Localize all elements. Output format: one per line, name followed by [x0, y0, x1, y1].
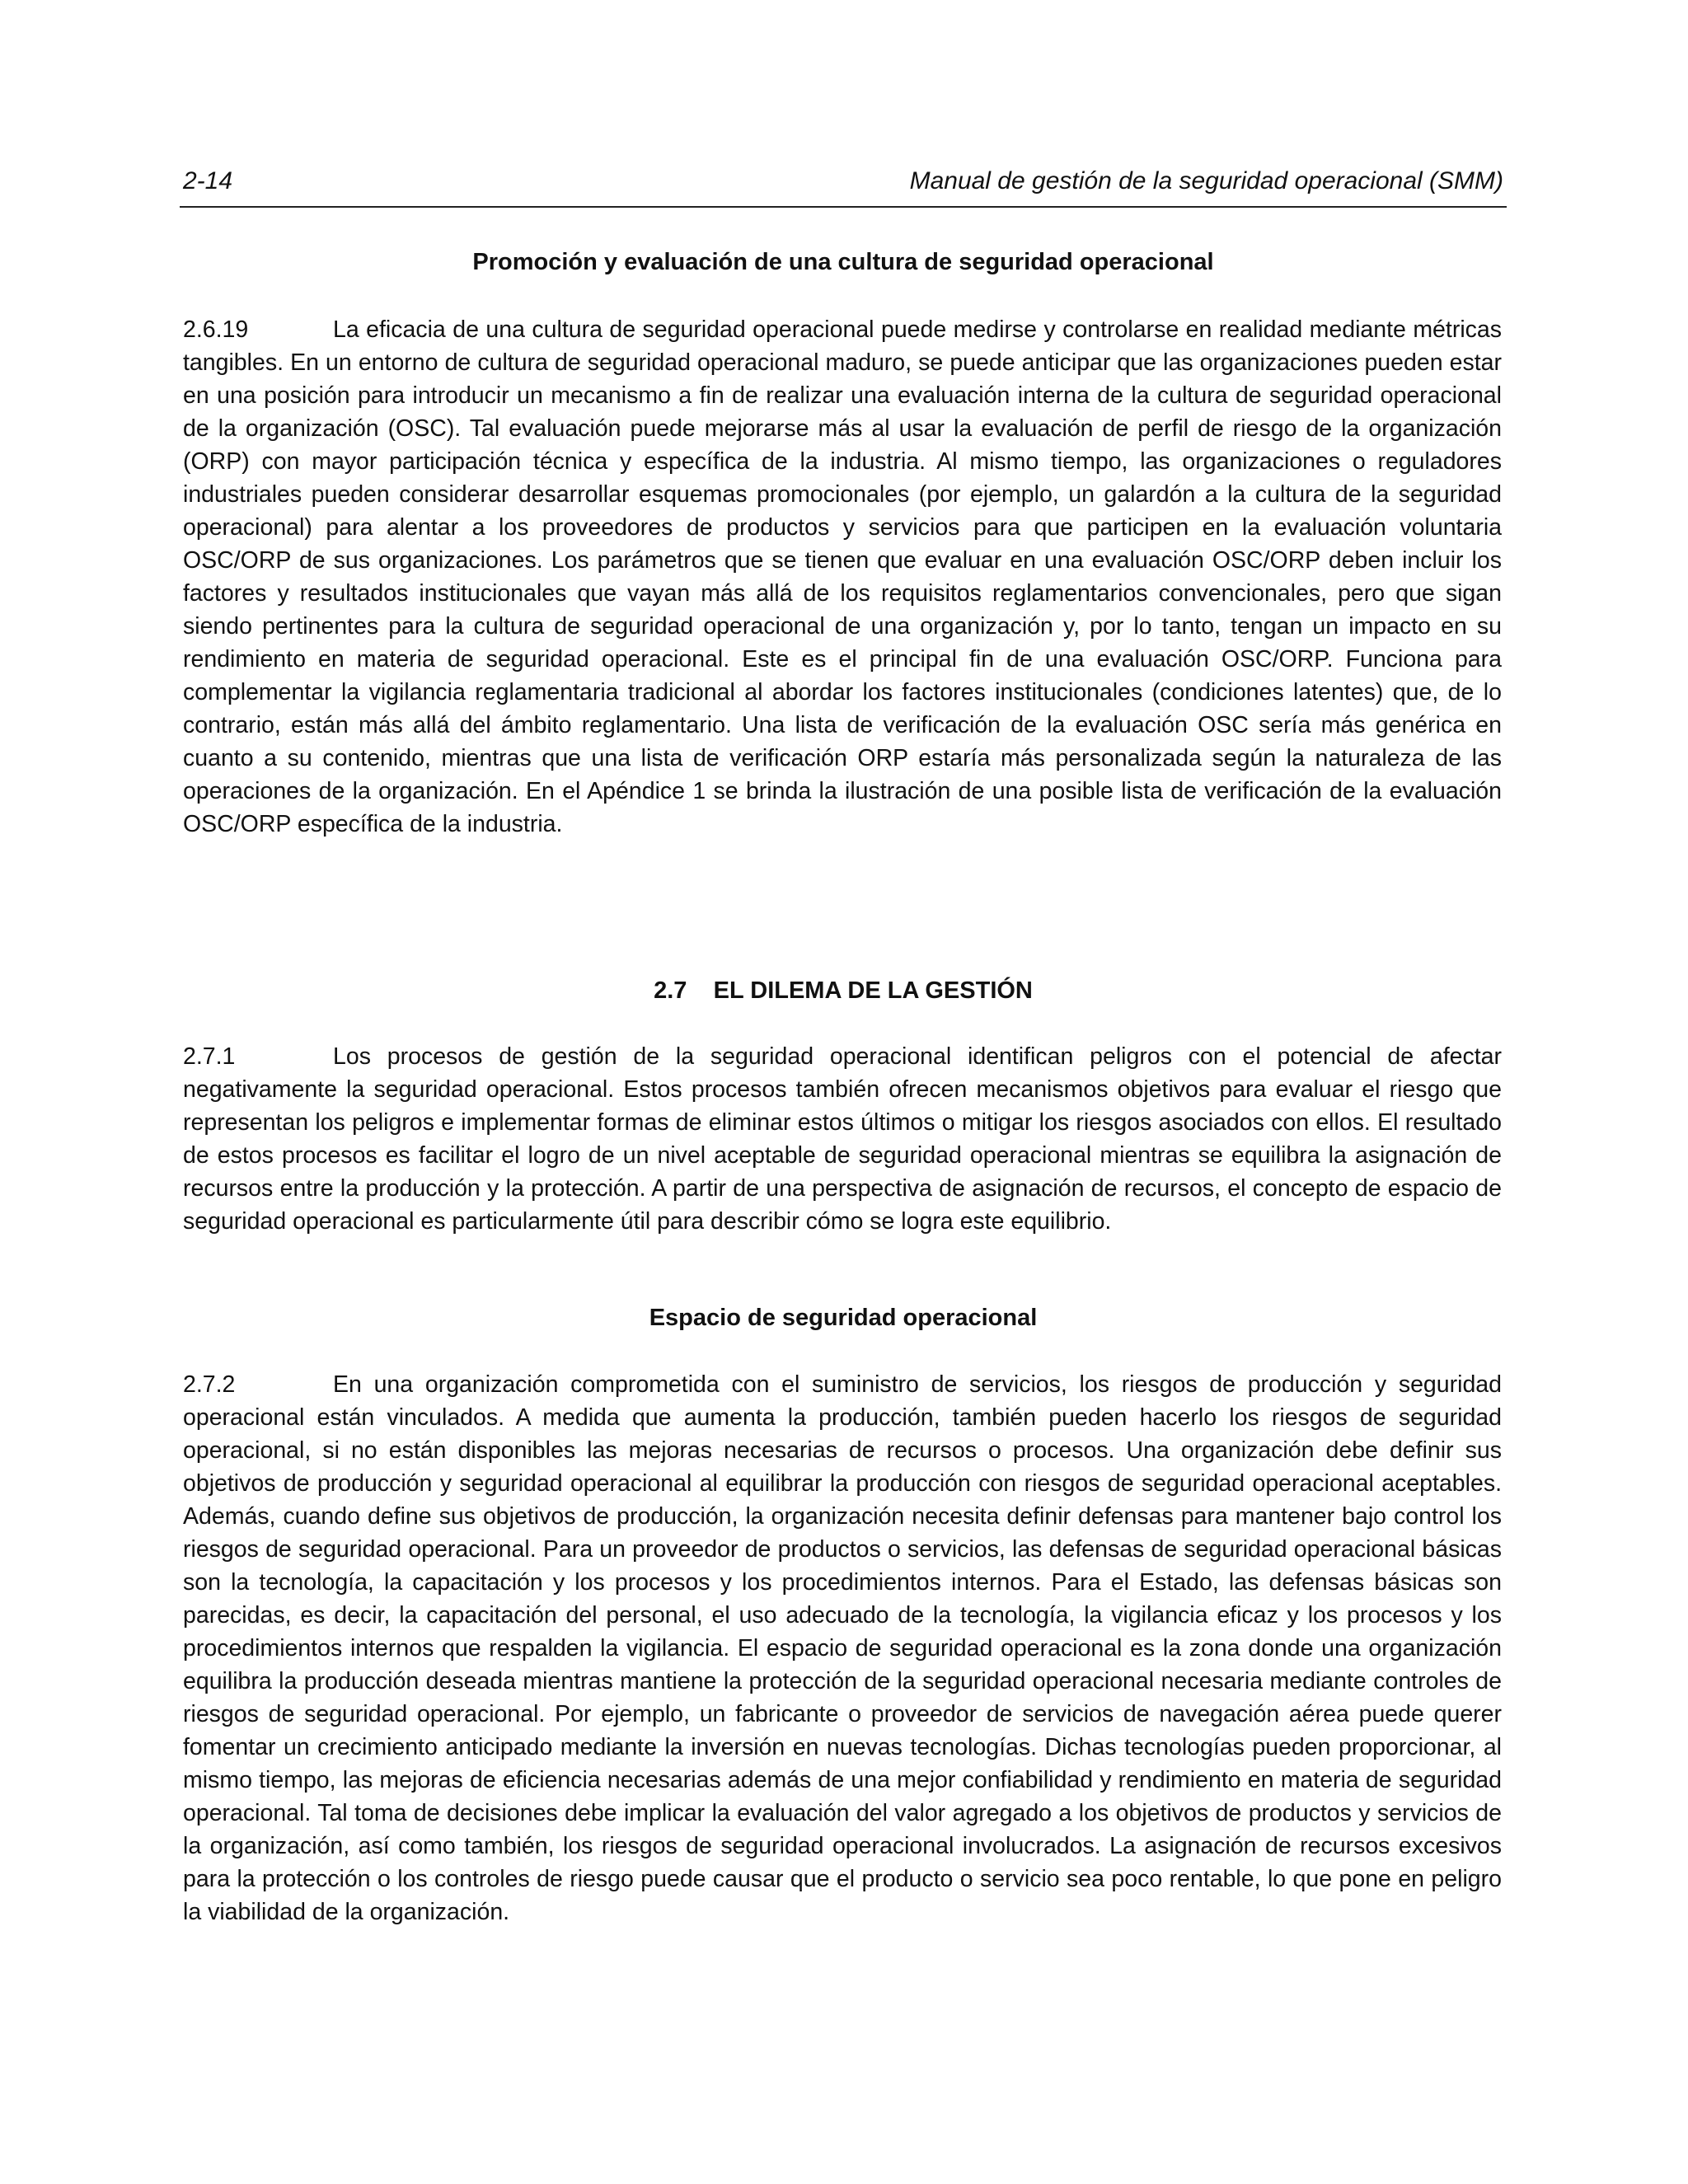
section-heading-safety-space — [180, 1305, 1507, 1332]
paragraph-2-6-19 — [183, 313, 1502, 841]
paragraph-2-7-1 — [183, 1040, 1502, 1238]
heading-text: EL DILEMA DE LA GESTIÓN — [713, 977, 1033, 1004]
paragraph-number: 2.7.1 — [183, 1043, 236, 1070]
paragraph-2-7-2 — [183, 1368, 1502, 1929]
paragraph-text: En una organización comprometida con el suministro de servicios, los riesgos de producción y seguridad operacional están vinculados. A medida que aumenta la producción, también pueden hacerlo los riesgos de seguridad operacional, si no están disponibles las mejoras necesarias de recursos o procesos. Una organización debe definir sus objetivos de producción y seguridad operacional al equilibrar la producción con riesgos de seguridad operacional aceptables. Además, cuando define sus objetivos de producción, la organización necesita definir defensas para mantener bajo control los riesgos de seguridad operacional. Para un proveedor de productos o servicios, las defensas de seguridad operacional básicas son la tecnología, la capacitación y los procesos y los procedimientos internos. Para el Estado, las defensas básicas son parecidas, es decir, la capacitación del personal, el uso adecuado de la tecnología, la vigilancia eficaz y los procesos y los procedimientos internos que respalden la vigilancia. El espacio de seguridad operacional es la zona donde una organización equilibra la producción deseada mientras mantiene la protección de la seguridad operacional necesaria mediante controles de riesgos de seguridad operacional. Por ejemplo, un fabricante o proveedor de servicios de navegación aérea puede querer fomentar un crecimiento anticipado mediante la inversión en nuevas tecnologías. Dichas tecnologías pueden proporcionar, al mismo tiempo, las mejoras de eficiencia necesarias además de una mejor confiabilidad y rendimiento en materia de seguridad operacional. Tal toma de decisiones debe implicar la evaluación del valor agregado a los objetivos de productos y servicios de la organización, así como también, los riesgos de seguridad operacional involucrados. La asignación de recursos excesivos para la protección o los controles de riesgo puede causar que el producto o servicio sea poco rentable, lo que pone en peligro la viabilidad de la organización. — [183, 1371, 1502, 1925]
heading-number: 2.7 — [654, 977, 687, 1004]
section-heading-text: Espacio de seguridad operacional — [649, 1305, 1038, 1331]
paragraph-text: Los procesos de gestión de la seguridad operacional identifican peligros con el potencial de afectar negativamente la seguridad operacional. Estos procesos también ofrecen mecanismos objetivos para evaluar el riesgo que representan los peligros e implementar formas de eliminar estos últimos o mitigar los riesgos asociados con ellos. El resultado de estos procesos es facilitar el logro de un nivel aceptable de seguridad operacional mientras se equilibra la asignación de recursos entre la producción y la protección. A partir de una perspectiva de asignación de recursos, el concepto de espacio de seguridad operacional es particularmente útil para describir cómo se logra este equilibrio. — [183, 1043, 1502, 1235]
document-title: Manual de gestión de la seguridad operacional (SMM) — [909, 167, 1503, 194]
page-number: 2-14 — [183, 167, 233, 194]
paragraph-number: 2.7.2 — [183, 1371, 236, 1398]
section-heading-culture-promotion — [180, 249, 1507, 276]
section-heading-text: Promoción y evaluación de una cultura de seguridad operacional — [472, 249, 1214, 275]
paragraph-text: La eficacia de una cultura de seguridad operacional puede medirse y controlarse en realidad mediante métricas tangibles. En un entorno de cultura de seguridad operacional maduro, se puede anticipar que las organizaciones pueden estar en una posición para introducir un mecanismo a fin de realizar una evaluación interna de la cultura de seguridad operacional de la organización (OSC). Tal evaluación puede mejorarse más al usar la evaluación de perfil de riesgo de la organización (ORP) con mayor participación técnica y específica de la industria. Al mismo tiempo, las organizaciones o reguladores industriales pueden considerar desarrollar esquemas promocionales (por ejemplo, un galardón a la cultura de la seguridad operacional) para alentar a los proveedores de productos y servicios para que participen en la evaluación voluntaria OSC/ORP de sus organizaciones. Los parámetros que se tienen que evaluar en una evaluación OSC/ORP deben incluir los factores y resultados institucionales que vayan más allá de los requisitos reglamentarios convencionales, pero que sigan siendo pertinentes para la cultura de seguridad operacional de una organización y, por lo tanto, tengan un impacto en su rendimiento en materia de seguridad operacional. Este es el principal fin de una evaluación OSC/ORP. Funciona para complementar la vigilancia reglamentaria tradicional al abordar los factores institucionales (condiciones latentes) que, de lo contrario, están más allá del ámbito reglamentario. Una lista de verificación de la evaluación OSC sería más genérica en cuanto a su contenido, mientras que una lista de verificación ORP estaría más personalizada según la naturaleza de las operaciones de la organización. En el Apéndice 1 se brinda la ilustración de una posible lista de verificación de la evaluación OSC/ORP específica de la industria. — [183, 316, 1502, 837]
chapter-heading-2-7 — [180, 977, 1507, 1005]
paragraph-number: 2.6.19 — [183, 316, 249, 343]
running-header — [180, 165, 1507, 208]
document-page — [180, 0, 1507, 2184]
